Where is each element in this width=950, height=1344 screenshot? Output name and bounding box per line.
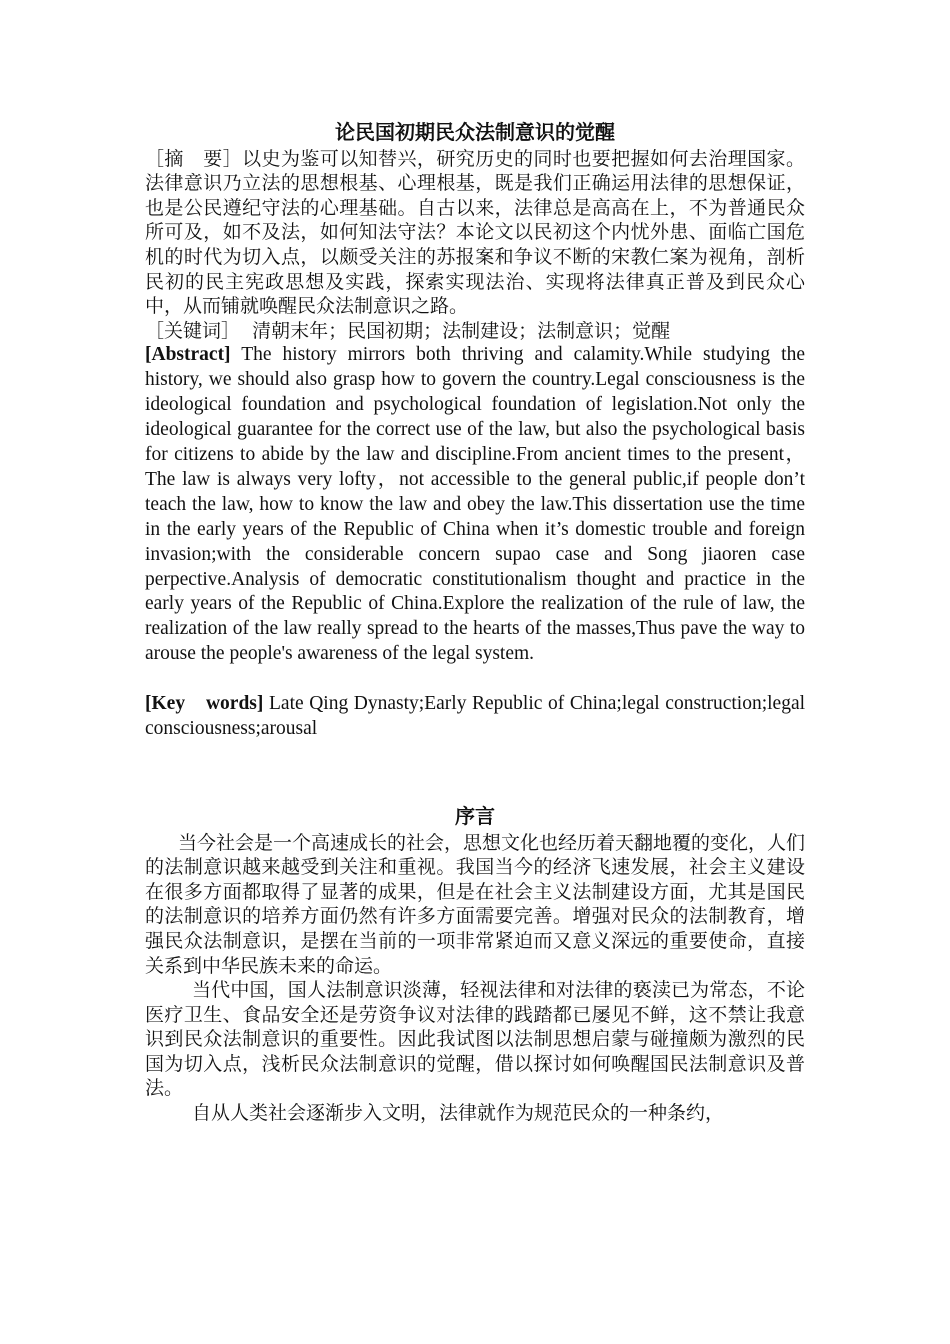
keywords-en-label: [Key words]: [145, 693, 264, 715]
abstract-cn-text: 以史为鉴可以知替兴，研究历史的同时也要把握如何去治理国家。法律意识乃立法的思想根基、心理根基，既是我们正确运用法律的思想保证，也是公民遵纪守法的心理基础。自古以来，法律总是高高在上，不为普通民众所可及，如不及法，如何知法守法？本论文以民初这个内忧外患、面临亡国危机的时代为切入点，以颇受关注的苏报案和争议不断的宋教仁案为视角，剖析民初的民主宪政思想及实践，探索实现法治、实现将法律真正普及到民众心中，从而铺就唤醒民众法制意识之路。: [145, 147, 805, 318]
spacer: [145, 742, 805, 804]
preface-paragraph-3: 自从人类社会逐渐步入文明，法律就作为规范民众的一种条约，: [192, 1102, 725, 1125]
document-title: 论民国初期民众法制意识的觉醒: [335, 120, 615, 144]
abstract-en: [145, 343, 805, 667]
keywords-cn: [145, 319, 805, 344]
document-page: [145, 120, 805, 1126]
keywords-cn-text: 清朝末年；民国初期；法制建设；法制意识；觉醒: [252, 319, 671, 342]
abstract-cn: [145, 147, 805, 319]
preface-paragraph-1: 当今社会是一个高速成长的社会，思想文化也经历着天翻地覆的变化，人们的法制意识越来越受到关注和重视。我国当今的经济飞速发展，社会主义建设在很多方面都取得了显著的成果，但是在社会主义法制建设方面，尤其是国民的法制意识的培养方面仍然有许多方面需要完善。增强对民众的法制教育，增强民众法制意识，是摆在当前的一项非常紧迫而又意义深远的重要使命，直接关系到中华民族未来的命运。: [145, 831, 806, 977]
keywords-cn-label: ［关键词］: [145, 319, 241, 342]
preface-title: 序言: [455, 803, 495, 828]
keywords-en-text: Late Qing Dynasty;Early Republic of China;legal construction;legal consciousness;arousal: [145, 693, 806, 740]
abstract-en-label: [Abstract]: [145, 344, 231, 366]
abstract-cn-label: ［摘 要］: [145, 147, 243, 170]
abstract-en-text: The history mirrors both thriving and calamity.While studying the history, we should also grasp how to govern the country.Legal consciousness is the ideological foundation and psychological foundation of legislation.Not only the ideological guarantee for the correct use of the law, but also the psychological basis for citizens to abide by the law and discipline.From ancient times to the present， The law is always very lofty，not accessible to the general public,if people don’t teach the law, how to know the law and obey the law.This dissertation use the time in the early years of the Republic of China when it’s domestic trouble and foreign invasion;with the considerable concern supao case and Song jiaoren case perpective.Analysis of democratic constitutionalism thought and practice in the early years of the Republic of China.Explore the realization of the rule of law, the realization of the law really spread to the hearts of the masses,Thus pave the way to arouse the people's awareness of the legal system.: [145, 344, 805, 665]
preface-paragraph-2: 当代中国，国人法制意识淡薄，轻视法律和对法律的亵渎已为常态，不论医疗卫生、食品安全还是劳资争议对法律的践踏都已屡见不鲜，这不禁让我意识到民众法制意识的重要性。因此我试图以法制思想启蒙与碰撞颇为激烈的民国为切入点，浅析民众法制意识的觉醒，借以探讨如何唤醒国民法制意识及普法。: [145, 979, 805, 1100]
keywords-en: [145, 692, 805, 742]
spacer: [145, 667, 805, 692]
